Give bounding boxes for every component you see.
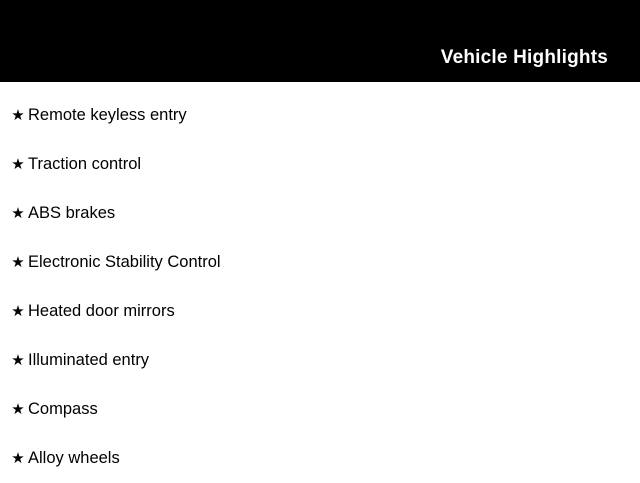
star-icon: ★ xyxy=(11,400,25,418)
list-item-label: Electronic Stability Control xyxy=(28,253,221,272)
list-item xyxy=(0,91,640,140)
star-icon: ★ xyxy=(11,155,25,173)
vehicle-highlights-list xyxy=(0,82,640,483)
list-item xyxy=(0,287,640,336)
star-icon: ★ xyxy=(11,351,25,369)
list-item-label: Illuminated entry xyxy=(28,351,150,370)
list-item-label: Heated door mirrors xyxy=(28,302,175,321)
list-item-label: ABS brakes xyxy=(28,204,116,223)
list-item xyxy=(0,238,640,287)
list-item xyxy=(0,385,640,434)
list-item-label: Remote keyless entry xyxy=(28,106,187,125)
list-item-label: Traction control xyxy=(28,155,142,174)
star-icon: ★ xyxy=(11,106,25,124)
list-item xyxy=(0,434,640,483)
list-item-label: Compass xyxy=(28,400,98,419)
list-item xyxy=(0,189,640,238)
star-icon: ★ xyxy=(11,449,25,467)
star-icon: ★ xyxy=(11,253,25,271)
list-item xyxy=(0,336,640,385)
list-item xyxy=(0,140,640,189)
page-title: Vehicle Highlights xyxy=(440,47,608,68)
header-bar xyxy=(0,0,640,82)
star-icon: ★ xyxy=(11,204,25,222)
list-item-label: Alloy wheels xyxy=(28,449,120,468)
star-icon: ★ xyxy=(11,302,25,320)
